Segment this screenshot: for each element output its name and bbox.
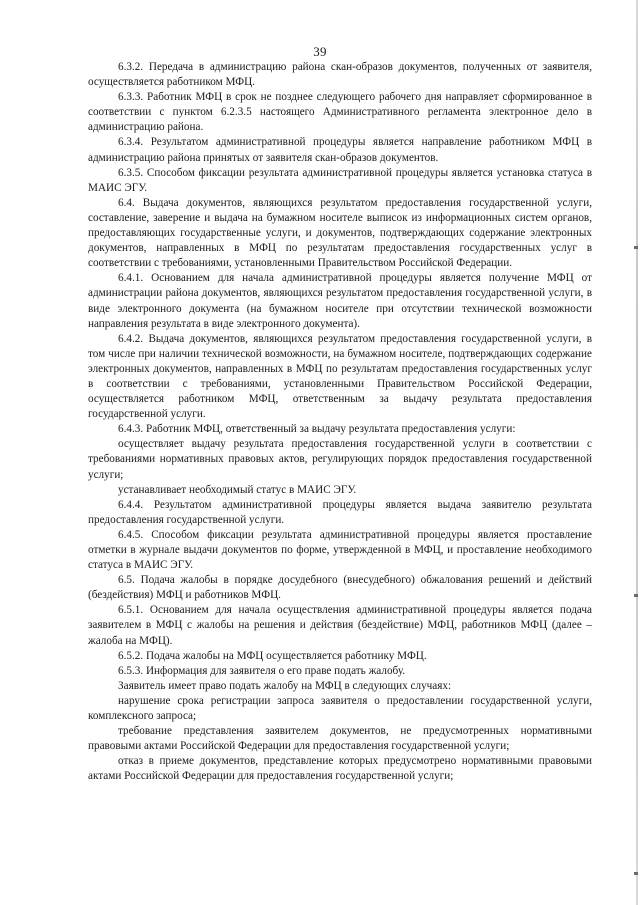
scan-mark	[634, 872, 638, 875]
paragraph-6-3-4: 6.3.4. Результатом административной процедуры является направление работником МФЦ в администрацию района принятых от заявителя скан-образов документов.	[88, 136, 592, 164]
paragraph-6-4-3: 6.4.3. Работник МФЦ, ответственный за выдачу результата предоставления услуги:	[118, 423, 516, 436]
list-item-registration-delay: нарушение срока регистрации запроса заявителя о предоставлении государственной услуги, комплексного запроса;	[88, 694, 592, 723]
scan-mark	[634, 246, 638, 249]
scan-mark	[634, 594, 638, 597]
paragraph-6-5: 6.5. Подача жалобы в порядке досудебного (внесудебного) обжалования решений и действий (бездействия) МФЦ и работников МФЦ.	[88, 574, 592, 602]
paragraph-6-5-3: 6.5.3. Информация для заявителя о его праве подать жалобу.	[118, 664, 406, 677]
document-body	[88, 60, 592, 785]
list-item-extra-documents: требование представления заявителем документов, не предусмотренных нормативными правовыми актами Российской Федерации для предоставления государственной услуги;	[88, 725, 592, 753]
scan-edge-line	[636, 0, 638, 905]
paragraph-6-4: 6.4. Выдача документов, являющихся результатом предоставления государственной услуги, составление, заверение и выдача на бумажном носителе выписок из информационных систем органов, предоставляющих государственные услуги, и документов, подтверждающих содержание электронных документов, направленных в МФЦ по результатам предоставления государственных услуг в соответствии с требованиями, установленными Правительством Российской Федерации.	[88, 196, 592, 270]
paragraph-6-4-5: 6.4.5. Способом фиксации результата административной процедуры является проставление отметки в журнале выдачи документов по форме, утвержденной в МФЦ, и проставление необходимого статуса в МАИС ЭГУ.	[88, 528, 592, 572]
list-item-set-status: устанавливает необходимый статус в МАИС ЭГУ.	[118, 483, 357, 496]
paragraph-6-4-2: 6.4.2. Выдача документов, являющихся результатом предоставления государственной услуги, в том числе при наличии технической возможности, на бумажном носителе, подтверждающих содержание электронных документов, направленных в МФЦ по результатам предоставления государственных услуг в соответствии с требованиями, установленными Правительством Российской Федерации, осуществляется работником МФЦ, ответственным за выдачу результата предоставления государственной услуги.	[88, 332, 592, 421]
paragraph-6-3-3: 6.3.3. Работник МФЦ в срок не позднее следующего рабочего дня направляет сформированное в соответствии с пунктом 6.2.3.5 настоящего Административного регламента электронное дело в администрацию района.	[88, 91, 592, 134]
list-item-issue-result: осуществляет выдачу результата предоставления государственной услуги в соответствии с требованиями нормативных правовых актов, регулирующих порядок предоставления государственной услуги;	[88, 438, 592, 481]
list-item-refusal-to-accept: отказ в приеме документов, представление которых предусмотрено нормативными правовыми актами Российской Федерации для предоставления государственной услуги;	[88, 755, 592, 783]
complaint-cases-intro: Заявитель имеет право подать жалобу на МФЦ в следующих случаях:	[118, 679, 452, 692]
paragraph-6-5-1: 6.5.1. Основанием для начала осуществления административной процедуры является подача заявителем в МФЦ с жалобы на решения и действия (бездействие) МФЦ, работников МФЦ (далее – жалоба на МФЦ).	[88, 604, 592, 647]
page-number: 39	[313, 44, 327, 59]
paragraph-6-3-2: 6.3.2. Передача в администрацию района скан-образов документов, полученных от заявителя, осуществляется работником МФЦ.	[88, 61, 592, 89]
paragraph-6-4-4: 6.4.4. Результатом административной процедуры является выдача заявителю результата предоставления государственной услуги.	[88, 498, 592, 526]
paragraph-6-5-2: 6.5.2. Подача жалобы на МФЦ осуществляется работнику МФЦ.	[118, 649, 427, 662]
paragraph-6-4-1: 6.4.1. Основанием для начала административной процедуры является получение МФЦ от администрации района документов, являющихся результатом предоставления государственной услуги, в виде электронного документа (на бумажном носителе при отсутствии технической возможности направления результата в виде электронного документа).	[88, 272, 592, 330]
paragraph-6-3-5: 6.3.5. Способом фиксации результата административной процедуры является установка статуса в МАИС ЭГУ.	[88, 166, 592, 194]
